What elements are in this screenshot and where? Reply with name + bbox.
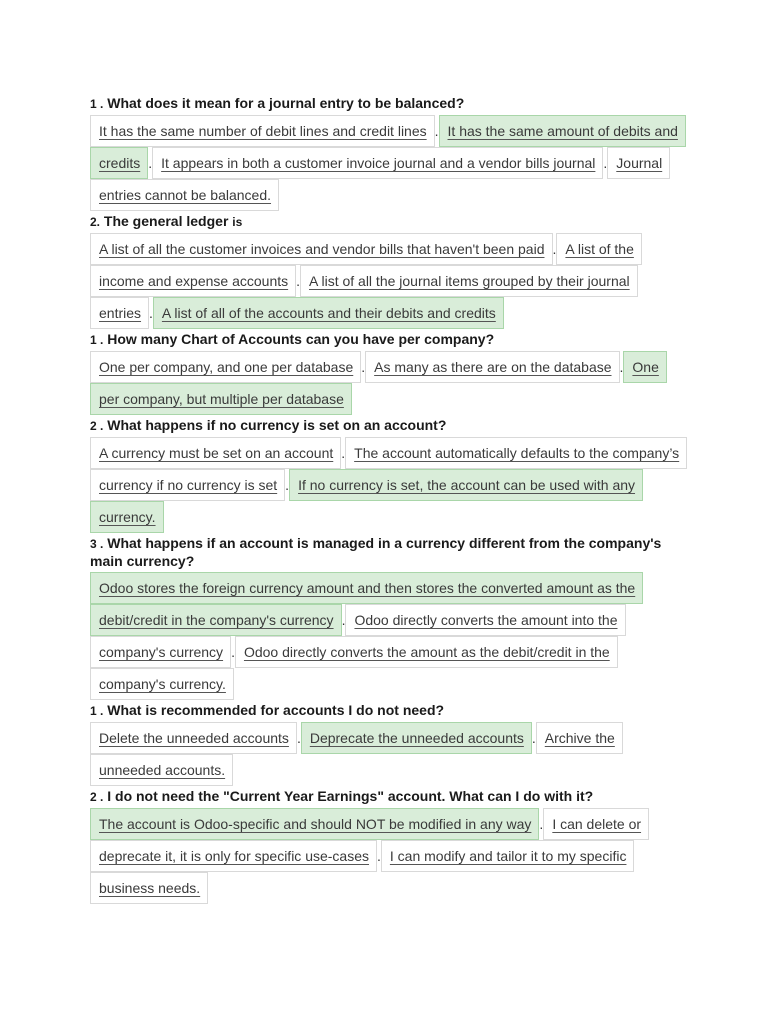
answer-options <box>90 572 680 700</box>
answer-option[interactable]: The account automatically defaults to the company’s currency if no currency is set <box>90 437 687 501</box>
question-number: 2 . <box>90 419 104 433</box>
answer-option[interactable]: I can modify and tailor it to my specific business needs. <box>90 840 634 904</box>
question-4 <box>90 417 680 435</box>
question-number: 1 . <box>90 97 104 111</box>
option-separator: . <box>341 445 346 461</box>
answer-options <box>90 808 680 904</box>
answer-option[interactable]: A list of all the journal items grouped by their journal entries <box>90 265 638 329</box>
answer-option[interactable]: Journal entries cannot be balanced. <box>90 147 670 211</box>
question-text: What does it mean for a journal entry to be balanced? <box>107 95 465 111</box>
answer-options <box>90 722 680 786</box>
answer-options <box>90 233 680 329</box>
option-separator: . <box>285 477 290 493</box>
answer-option[interactable]: It appears in both a customer invoice journal and a vendor bills journal <box>152 147 603 179</box>
answer-option-correct[interactable]: Deprecate the unneeded accounts <box>301 722 532 754</box>
question-number: 2 . <box>90 790 104 804</box>
answer-option[interactable]: A list of all the customer invoices and vendor bills that haven't been paid <box>90 233 553 265</box>
answer-option-correct[interactable]: If no currency is set, the account can be used with any currency. <box>90 469 643 533</box>
answer-option-correct[interactable]: Odoo stores the foreign currency amount and then stores the converted amount as the debit/credit in the company's currency <box>90 572 643 636</box>
question-number: 2. <box>90 215 101 229</box>
question-number: 1 . <box>90 333 104 347</box>
answer-option[interactable]: Odoo directly converts the amount into the company's currency <box>90 604 626 668</box>
question-text: What happens if no currency is set on an account? <box>107 417 447 433</box>
answer-option-correct[interactable]: The account is Odoo-specific and should NOT be modified in any way <box>90 808 539 840</box>
question-5 <box>90 535 680 570</box>
option-separator: . <box>296 273 301 289</box>
question-text: What is recommended for accounts I do not need? <box>107 702 445 718</box>
option-separator: . <box>552 241 557 257</box>
question-3 <box>90 331 680 349</box>
answer-option[interactable]: One per company, and one per database <box>90 351 361 383</box>
option-separator: . <box>148 155 153 171</box>
question-number: 1 . <box>90 704 104 718</box>
answer-options <box>90 115 680 211</box>
answer-option[interactable]: A list of the income and expense accounts <box>90 233 642 297</box>
answer-option[interactable]: Archive the unneeded accounts. <box>90 722 623 786</box>
question-number: 3 . <box>90 537 104 551</box>
answer-option-correct[interactable]: It has the same amount of debits and credits <box>90 115 686 179</box>
question-7 <box>90 788 680 806</box>
option-separator: . <box>377 848 381 864</box>
question-text: How many Chart of Accounts can you have per company? <box>107 331 495 347</box>
answer-options <box>90 437 680 533</box>
answer-option[interactable]: As many as there are on the database <box>365 351 619 383</box>
answer-options <box>90 351 680 415</box>
question-text: The general ledger <box>103 213 229 229</box>
answer-option-correct[interactable]: A list of all of the accounts and their debits and credits <box>153 297 504 329</box>
option-separator: . <box>341 612 346 628</box>
question-text: I do not need the "Current Year Earnings" account. What can I do with it? <box>107 788 594 804</box>
question-1 <box>90 95 680 113</box>
question-text-suffix: is <box>232 215 243 229</box>
question-2 <box>90 213 680 231</box>
answer-option[interactable]: A currency must be set on an account <box>90 437 341 469</box>
quiz-document <box>90 93 680 904</box>
answer-option[interactable]: I can delete or deprecate it, it is only for specific use-cases <box>90 808 649 872</box>
option-separator: . <box>619 359 624 375</box>
option-separator: . <box>296 730 301 746</box>
option-separator: . <box>603 155 608 171</box>
answer-option[interactable]: It has the same number of debit lines and credit lines <box>90 115 435 147</box>
option-separator: . <box>149 305 153 321</box>
answer-option-correct[interactable]: One per company, but multiple per database <box>90 351 667 415</box>
option-separator: . <box>539 816 544 832</box>
option-separator: . <box>361 359 366 375</box>
option-separator: . <box>231 644 235 660</box>
answer-option[interactable]: Odoo directly converts the amount as the debit/credit in the company's currency. <box>90 636 618 700</box>
answer-option[interactable]: Delete the unneeded accounts <box>90 722 297 754</box>
option-separator: . <box>434 123 439 139</box>
question-text: What happens if an account is managed in a currency different from the company's main currency? <box>90 535 662 569</box>
question-6 <box>90 702 680 720</box>
option-separator: . <box>531 730 536 746</box>
